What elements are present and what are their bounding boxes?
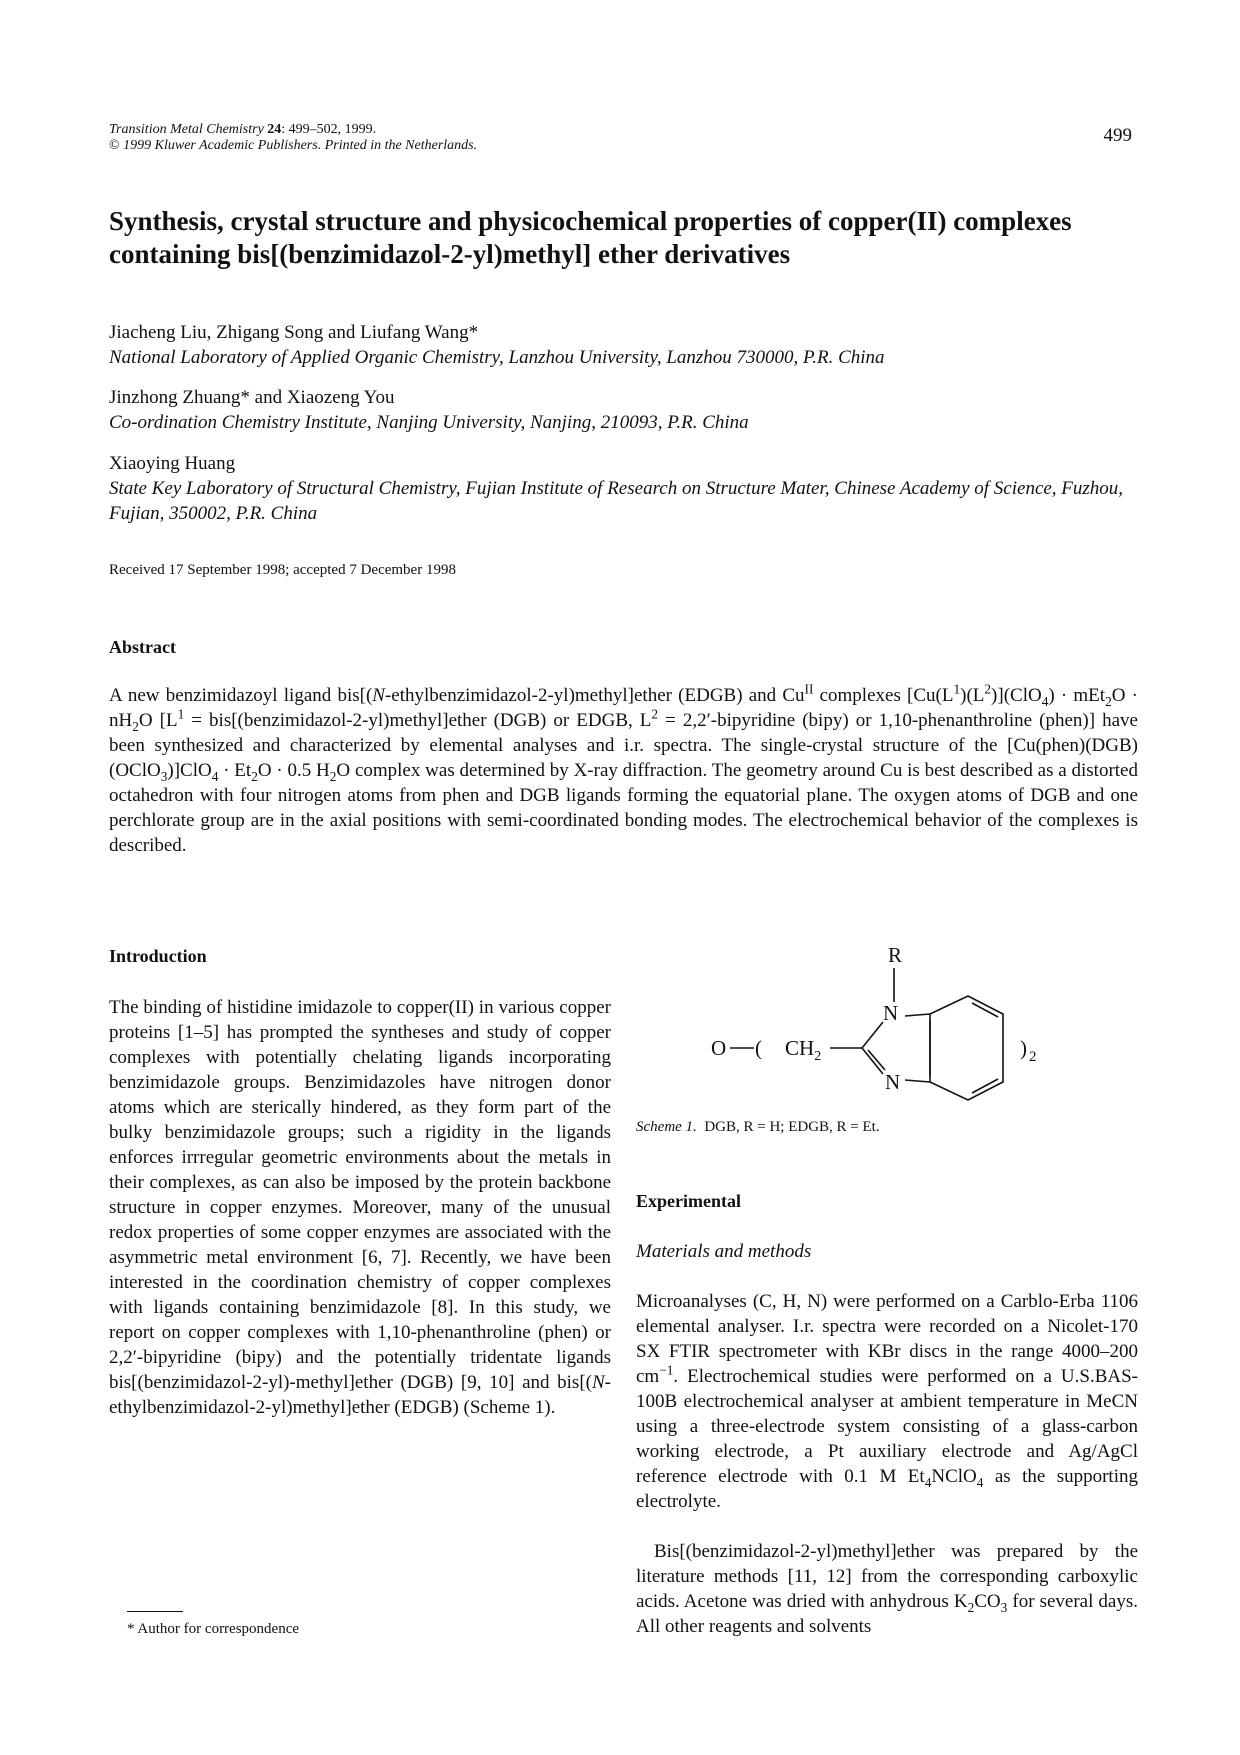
article-title: Synthesis, crystal structure and physicochemical properties of copper(II) complexes containing bis[(benzimidazol-2-yl)methyl] ether derivatives [109, 206, 1072, 269]
c2-n1-bond [862, 1022, 883, 1048]
materials-methods-subheading: Materials and methods [636, 1241, 812, 1262]
introduction-text: The binding of histidine imidazole to copper(II) in various copper proteins [1–5] has prompted the syntheses and study of copper complexes with potentially chelating ligands incorporating benzimidazole groups. Benzimidazoles have nitrogen donor atoms which are sterically hindered, as they form part of the bulky benzimidazole groups; such a rigidity in the ligands enforces irrregular geometric environments about the metals in their complexes, as can also be imposed by the protein backbone structure in copper enzymes. Moreover, many of the unusual redox properties of some copper enzymes are associated with the asymmetric metal environment [6, 7]. Recently, we have been interested in the coordination chemistry of copper complexes with ligands containing benzimidazole [8]. In this study, we report on copper complexes with 1,10-phenanthroline (phen) or 2,2′-bipyridine (bipy) and the potentially tridentate ligands bis[(benzimidazol-2-yl)-methyl]ether (DGB) [9, 10] and bis[(N-ethylbenzimidazol-2-yl)methyl]ether (EDGB) (Scheme 1). [109, 997, 611, 1418]
copyright-line: © 1999 Kluwer Academic Publishers. Printed in the Netherlands. [109, 138, 478, 153]
experimental-paragraph-2: Bis[(benzimidazol-2-yl)methyl]ether was prepared by the literature methods [11, 12] from the corresponding carboxylic acids. Acetone was dried with anhydrous $K_2CO_3$ for several days. All other reagents and solvents [636, 1541, 1138, 1637]
oxygen-label: O [711, 1036, 727, 1060]
copyright-icon: © [109, 138, 120, 153]
running-header [109, 122, 477, 154]
experimental-heading: Experimental [636, 1191, 741, 1211]
left-paren: ( [755, 1036, 762, 1060]
n-bottom-label: N [885, 1070, 901, 1094]
n3-c3a-bond [905, 1080, 930, 1082]
received-dates: Received 17 September 1998; accepted 7 December 1998 [109, 562, 456, 578]
experimental-paragraph-1: Microanalyses (C, H, N) were performed on a Carblo-Erba 1106 elemental analyser. I.r. spectra were recorded on a Nicolet-170 SX FTIR spectrometer with KBr discs in the range 4000–200 $cm^{-1}$. Electrochemical studies were performed on a U.S.BAS-100B electrochemical analyser at ambient temperature in MeCN using a three-electrode system consisting of a glass-carbon working electrode, a Pt auxiliary electrode and Ag/AgCl reference electrode with 0.1 M $Et_4NClO_4$ as the supporting electrolyte. [636, 1291, 1138, 1512]
scheme-1-caption: Scheme 1. DGB, R = H; EDGB, R = Et. [636, 1119, 880, 1135]
abstract-text: A new benzimidazoyl ligand bis[(N-ethylbenzimidazol-2-yl)methyl]ether (EDGB) and $Cu^{II}$ complexes $[Cu(L^1)(L^2)](ClO_4) \cdot mEt_2O \cdot nH_2O$ [$L^1$ = bis[(benzimidazol-2-yl)methyl]ether (DGB) or EDGB, $L^2$ = 2,2′-bipyridine (bipy) or 1,10-phenanthroline (phen)] have been synthesized and characterized by elemental analyses and i.r. spectra. The single-crystal structure of the [Cu(phen)(DGB)(OClO$_3$)]ClO$_4$ · $Et_2O \cdot 0.5$ $H_2O$ complex was determined by X-ray diffraction. The geometry around Cu is best described as a distorted octahedron with four nitrogen atoms from phen and DGB ligands forming the equatorial plane. The oxygen atoms of DGB and one perchlorate group are in the axial positions with semi-coordinated bonding modes. The electrochemical behavior of the complexes is described. [109, 681, 1138, 856]
abstract-heading: Abstract [109, 637, 176, 657]
author-group-3: Xiaoying Huang [109, 453, 236, 474]
right-paren: ) [1020, 1036, 1027, 1060]
c2-n3-bond [862, 1048, 883, 1074]
multiplier-subscript: 2 [1029, 1049, 1037, 1065]
scheme-1-structure [700, 940, 1060, 1105]
affiliation-3: State Key Laboratory of Structural Chemistry, Fujian Institute of Research on Structure Mater, Chinese Academy of Science, Fuzhou, Fujian, 350002, P.R. China [109, 478, 1124, 524]
affiliation-2: Co-ordination Chemistry Institute, Nanjing University, Nanjing, 210093, P.R. China [109, 412, 749, 433]
footnote-rule [127, 1611, 183, 1612]
ch2-group: $CH_2$ [785, 1036, 822, 1064]
affiliation-1: National Laboratory of Applied Organic Chemistry, Lanzhou University, Lanzhou 730000, P.R. China [109, 347, 885, 368]
benzene-ring [930, 996, 1003, 1100]
author-group-1: Jiacheng Liu, Zhigang Song and Liufang Wang* [109, 322, 479, 343]
author-group-2: Jinzhong Zhuang* and Xiaozeng You [109, 387, 395, 408]
n-top-label: N [883, 1001, 899, 1025]
footnote: * Author for correspondence [127, 1621, 300, 1637]
n1-c7a-bond [905, 1014, 930, 1016]
journal-citation: Transition Metal Chemistry 24: 499–502, 1999. [109, 122, 377, 137]
introduction-heading: Introduction [109, 946, 207, 966]
page-number: 499 [1103, 125, 1132, 146]
r-label: R [888, 943, 903, 967]
